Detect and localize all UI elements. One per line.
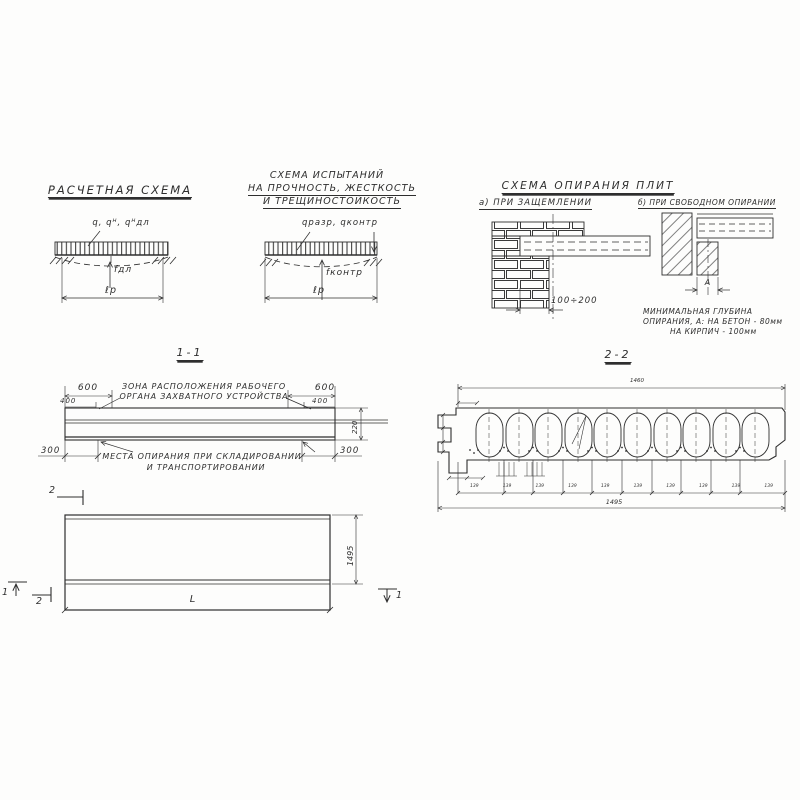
zone-label-2: ОРГАНА ЗАХВАТНОГО УСТРОЙСТВА [119, 392, 289, 401]
cut-label-2-top: 2 [49, 485, 57, 496]
web-dim-label: 139 [600, 484, 610, 489]
section-2-2-title: 2-2 [604, 348, 632, 361]
support-note-2: ОПИРАНИЯ, А: НА БЕТОН - 80мм [643, 317, 783, 326]
web-dim-label: 139 [502, 484, 512, 489]
dim-400-left: 400 [60, 397, 77, 405]
radius-callout [572, 416, 586, 449]
brick-wall-upper [492, 222, 584, 236]
test-scheme-title-1: СХЕМА ИСПЫТАНИЙ [269, 170, 385, 181]
concrete-wall [662, 213, 692, 275]
support-point-arrow-right [303, 442, 315, 452]
test-span-label: ℓр [313, 285, 325, 296]
test-deflection-label: fконтр [326, 268, 363, 278]
web-dims-row [458, 484, 785, 489]
dim-top-1460: 1460 [630, 378, 644, 384]
web-dim-label: 139 [698, 484, 708, 489]
design-deflection-label: fдл [114, 265, 133, 275]
support-note-3: НА КИРПИЧ - 100мм [670, 327, 757, 336]
support-case-a-label: а) ПРИ ЗАЩЕМЛЕНИИ [479, 198, 592, 208]
dim-300-left: 300 [41, 446, 61, 456]
dim-600-left: 600 [77, 383, 99, 393]
support-case-b-drawing [662, 213, 773, 298]
design-span-label: ℓр [105, 285, 117, 296]
dim-400-right: 400 [312, 397, 329, 405]
cut-label-2-bottom: 2 [36, 596, 44, 607]
support-hatch-right [152, 257, 176, 264]
brick-wall-left [492, 236, 520, 256]
web-dim-label: 139 [568, 484, 577, 489]
storage-support-label-2: И ТРАНСПОРТИРОВАНИИ [146, 463, 266, 472]
cut-label-1-left: 1 [2, 587, 10, 598]
cut-label-1-right: 1 [396, 590, 404, 601]
section-2-2-drawing [438, 384, 787, 512]
test-load-label: qразр, qконтр [302, 218, 378, 228]
slab-outline [438, 408, 785, 473]
support-hatch-right [364, 259, 382, 266]
zone-label-1: ЗОНА РАСПОЛОЖЕНИЯ РАБОЧЕГО [122, 382, 286, 391]
plan-length-dim: L [189, 594, 197, 605]
design-load-label: q, qᴴ, qᴴдл [92, 218, 150, 228]
embed-dim-label: 100÷200 [551, 296, 598, 306]
depth-dim-label: А [704, 278, 712, 287]
section-1-1-title: 1-1 [176, 346, 204, 359]
web-dim-label: 139 [731, 484, 741, 489]
brick-wall-lower [492, 256, 549, 308]
concrete-pier [697, 242, 718, 275]
deflection-curve [55, 257, 168, 266]
support-note-1: МИНИМАЛЬНАЯ ГЛУБИНА [643, 307, 753, 316]
test-load-bar [265, 242, 377, 255]
support-point-arrow-left [101, 442, 133, 452]
web-dim-label: 139 [535, 484, 545, 489]
dim-600-right: 600 [314, 383, 336, 393]
dim-300-right: 300 [340, 446, 360, 456]
storage-support-label-1: МЕСТА ОПИРАНИЯ ПРИ СКЛАДИРОВАНИИ [102, 452, 302, 461]
web-dim-label: 139 [666, 484, 675, 489]
cut-mark-2-top [57, 490, 83, 505]
web-dim-label: 139 [470, 484, 479, 489]
design-scheme-title: РАСЧЕТНАЯ СХЕМА [47, 183, 193, 197]
deflection-curve [265, 257, 377, 267]
dim-height-220: 220 [351, 420, 359, 434]
plan-width-dim: 1495 [346, 545, 355, 566]
embedded-slab [520, 236, 650, 256]
support-case-b-label: б) ПРИ СВОБОДНОМ ОПИРАНИИ [638, 198, 776, 207]
support-hatch-left [260, 259, 278, 266]
free-slab [697, 218, 773, 238]
test-scheme-title-3: И ТРЕЩИНОСТОЙКОСТЬ [263, 196, 401, 207]
web-dim-label: 139 [764, 484, 773, 489]
support-scheme-title: СХЕМА ОПИРАНИЯ ПЛИТ [502, 181, 675, 194]
web-dim-label: 139 [633, 484, 643, 489]
distributed-load-bar [55, 242, 168, 255]
dim-bottom-1495: 1495 [605, 498, 623, 506]
plan-view-drawing [8, 490, 397, 613]
test-scheme-title-2: НА ПРОЧНОСТЬ, ЖЕСТКОСТЬ [248, 183, 416, 194]
